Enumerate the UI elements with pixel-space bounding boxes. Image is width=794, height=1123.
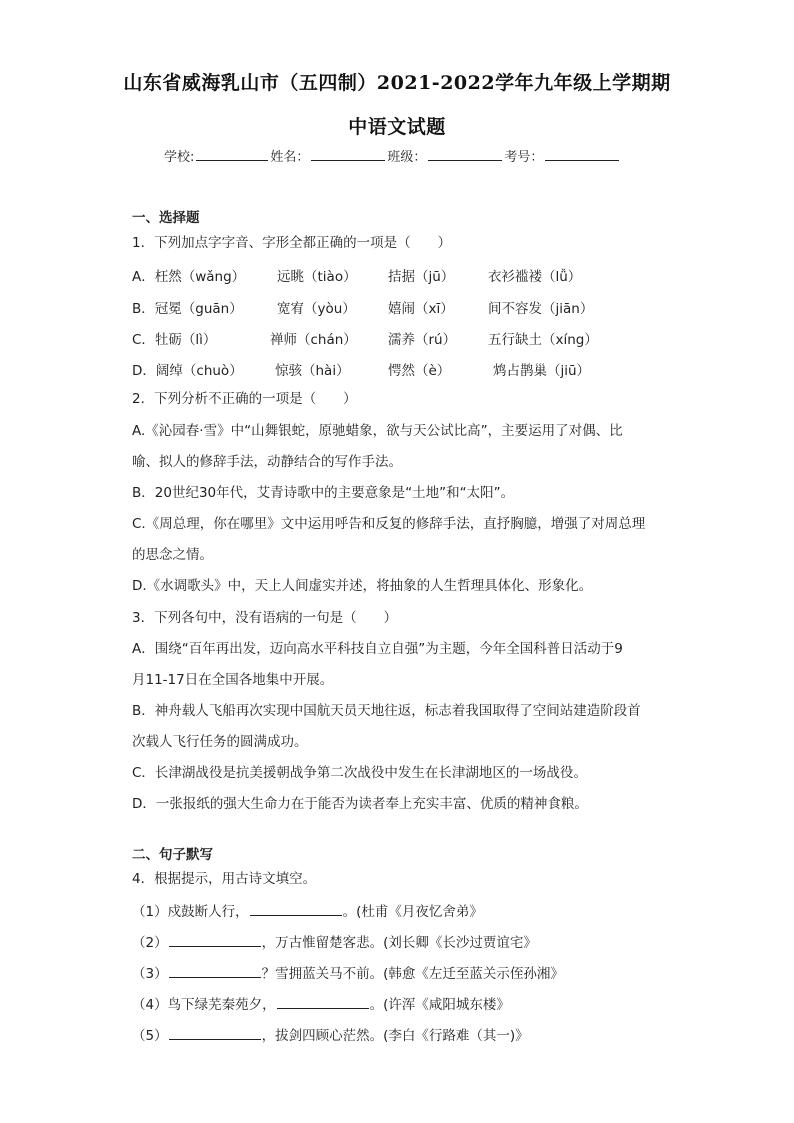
q4-item-3 bbox=[132, 963, 564, 983]
q1-option-a-word3: 拮据（jū） bbox=[388, 269, 455, 285]
page-title: 山东省威海乳山市（五四制）2021-2022学年九年级上学期期 bbox=[123, 72, 671, 94]
q4-item-1-blank[interactable] bbox=[250, 901, 342, 916]
exam-number-label: 考号： bbox=[504, 150, 544, 165]
q4-item-1-before: 戍鼓断人行， bbox=[167, 904, 249, 920]
q1-option-a-word2: 远眺（tiào） bbox=[277, 269, 357, 285]
q1-option-b-word4: 间不容发（jiān） bbox=[488, 301, 594, 317]
q4-item-2 bbox=[132, 932, 537, 952]
q4-item-1 bbox=[132, 901, 483, 921]
q2-option-c-cont: 的思念之情。 bbox=[132, 547, 213, 563]
q1-option-b-word3: 嬉闹（xī） bbox=[388, 301, 454, 317]
q4-item-1-after: 。(杜甫《月夜忆舍弟》 bbox=[342, 904, 483, 920]
q4-item-2-blank[interactable] bbox=[169, 932, 261, 947]
q1-option-c[interactable]: C．牡砺（lì） bbox=[132, 332, 217, 348]
q4-item-3-after: ？雪拥蓝关马不前。(韩愈《左迁至蓝关示侄孙湘》 bbox=[261, 966, 564, 982]
q4-item-4 bbox=[132, 994, 510, 1014]
q4-item-5-blank[interactable] bbox=[169, 1025, 261, 1040]
student-info-row bbox=[164, 146, 621, 165]
q1-option-c-word2: 禅师（chán） bbox=[270, 332, 357, 348]
q3-option-c[interactable]: C．长津湖战役是抗美援朝战争第二次战役中发生在长津湖地区的一场战役。 bbox=[132, 765, 587, 781]
q2-option-a[interactable]: A.《沁园春·雪》中“山舞银蛇，原驰蜡象，欲与天公试比高”，主要运用了对偶、比 bbox=[132, 423, 623, 439]
q1-option-d-word2: 惊骇（hài） bbox=[275, 363, 350, 379]
name-blank[interactable] bbox=[311, 146, 385, 161]
q1-option-c-word3: 濡养（rú） bbox=[388, 332, 457, 348]
q2-option-c[interactable]: C.《周总理，你在哪里》文中运用呼告和反复的修辞手法，直抒胸臆，增强了对周总理 bbox=[132, 516, 646, 532]
q4-item-4-blank[interactable] bbox=[277, 994, 369, 1009]
q1-option-a-word4: 衣衫褴褛（lǚ） bbox=[488, 269, 582, 285]
class-label: 班级： bbox=[387, 150, 427, 165]
q3-option-a[interactable]: A．围绕“百年再出发，迈向高水平科技自立自强”为主题，今年全国科普日活动于9 bbox=[132, 641, 623, 657]
q4-item-3-num: （3） bbox=[132, 966, 168, 982]
class-blank[interactable] bbox=[428, 146, 502, 161]
question-2-stem: 2．下列分析不正确的一项是（ ） bbox=[132, 391, 357, 407]
q1-option-c-word4: 五行缺土（xíng） bbox=[488, 332, 598, 348]
q3-option-b[interactable]: B．神舟载人飞船再次实现中国航天员天地往返，标志着我国取得了空间站建造阶段首 bbox=[132, 703, 641, 719]
q4-item-5-num: （5） bbox=[132, 1028, 168, 1044]
q4-item-4-num: （4） bbox=[132, 997, 168, 1013]
q1-option-a[interactable]: A．枉然（wǎng） bbox=[132, 269, 246, 285]
section-heading-recitation: 二、句子默写 bbox=[132, 847, 213, 863]
section-heading-choice: 一、选择题 bbox=[132, 210, 200, 226]
q1-option-d[interactable]: D．阔绰（chuò） bbox=[132, 363, 243, 379]
q2-option-a-cont: 喻、拟人的修辞手法，动静结合的写作手法。 bbox=[132, 454, 402, 470]
question-1-stem: 1．下列加点字字音、字形全都正确的一项是（ ） bbox=[132, 235, 452, 251]
q1-option-d-word4: 鸩占鹊巢（jiū） bbox=[493, 363, 591, 379]
q4-item-5-after: ，拔剑四顾心茫然。(李白《行路难（其一)》 bbox=[261, 1028, 529, 1044]
school-blank[interactable] bbox=[196, 146, 268, 161]
q2-option-d[interactable]: D.《水调歌头》中，天上人间虚实并述，将抽象的人生哲理具体化、形象化。 bbox=[132, 578, 593, 594]
question-3-stem: 3．下列各句中，没有语病的一句是（ ） bbox=[132, 610, 398, 626]
q4-item-1-num: （1） bbox=[132, 904, 168, 920]
q3-option-b-cont: 次载人飞行任务的圆满成功。 bbox=[132, 734, 308, 750]
q2-option-b[interactable]: B．20世纪30年代，艾青诗歌中的主要意象是“土地”和“太阳”。 bbox=[132, 485, 515, 501]
q4-item-5 bbox=[132, 1025, 529, 1045]
page-title-line2: 中语文试题 bbox=[348, 116, 446, 138]
q3-option-a-cont: 月11-17日在全国各地集中开展。 bbox=[132, 672, 334, 688]
q4-item-2-num: （2） bbox=[132, 935, 168, 951]
q3-option-d[interactable]: D．一张报纸的强大生命力在于能否为读者奉上充实丰富、优质的精神食粮。 bbox=[132, 796, 588, 812]
exam-number-blank[interactable] bbox=[545, 146, 619, 161]
q4-item-3-blank[interactable] bbox=[169, 963, 261, 978]
q1-option-d-word3: 愕然（è） bbox=[388, 363, 451, 379]
question-4-stem: 4．根据提示，用古诗文填空。 bbox=[132, 871, 317, 887]
q4-item-4-before: 鸟下绿芜秦苑夕， bbox=[167, 997, 276, 1013]
name-label: 姓名： bbox=[270, 150, 310, 165]
school-label: 学校: bbox=[164, 150, 195, 165]
q4-item-2-after: ，万古惟留楚客悲。(刘长卿《长沙过贾谊宅》 bbox=[261, 935, 537, 951]
q1-option-b-word2: 宽宥（yòu） bbox=[277, 301, 356, 317]
q4-item-4-after: 。(许浑《咸阳城东楼》 bbox=[369, 997, 510, 1013]
q1-option-b[interactable]: B．冠冕（guān） bbox=[132, 301, 243, 317]
